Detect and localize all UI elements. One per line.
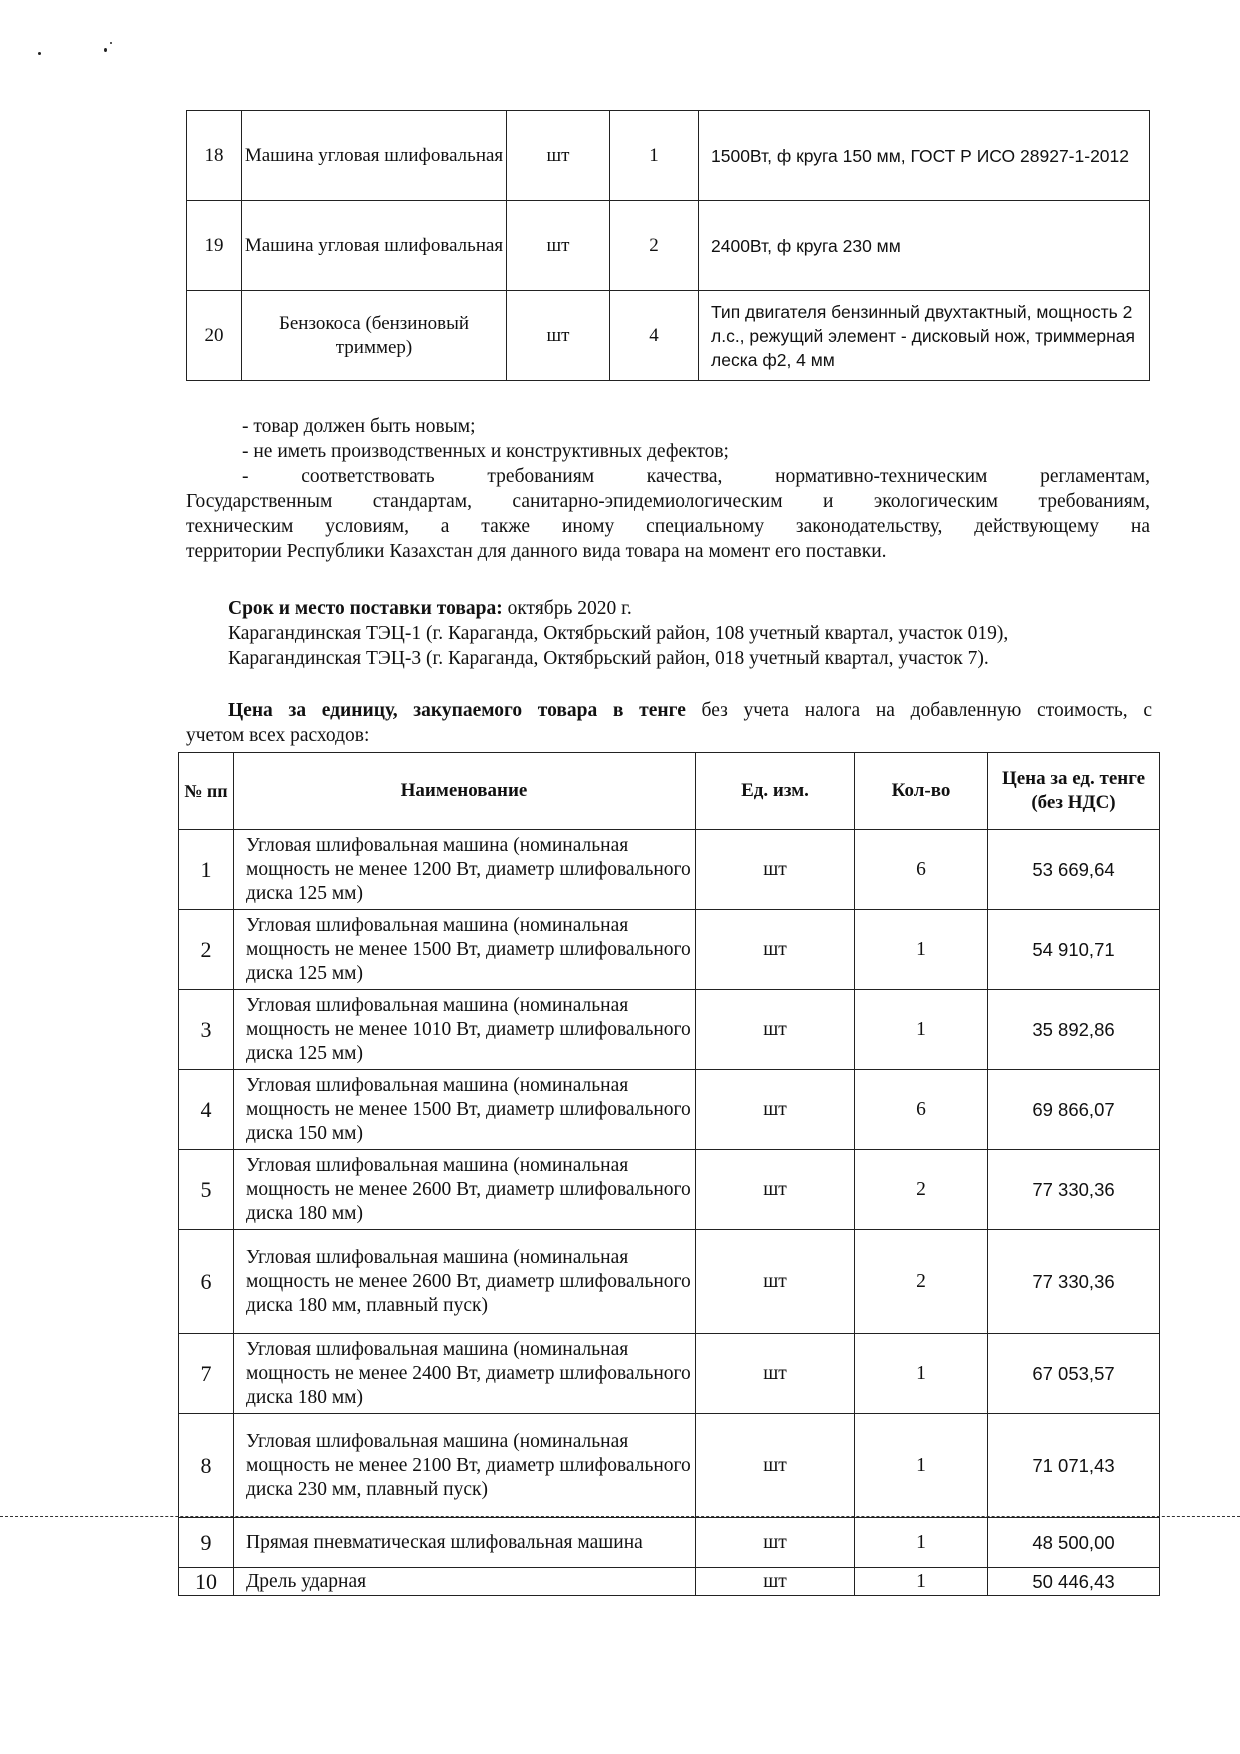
header-price: Цена за ед. тенге (без НДС) xyxy=(988,753,1160,830)
requirement-line: техническим условиям, а также иному специальному законодательству, действующему на xyxy=(186,516,1150,537)
requirement-line: - соответствовать требованиям качества, нормативно-техническим регламентам, xyxy=(242,466,1150,487)
item-description: Тип двигателя бензинный двухтактный, мощность 2 л.с., режущий элемент - дисковый нож, триммерная леска ф2, 4 мм xyxy=(699,291,1150,381)
item-quantity: 1 xyxy=(855,990,988,1070)
item-quantity: 1 xyxy=(855,1414,988,1518)
item-unit: шт xyxy=(696,1230,855,1334)
item-unit: шт xyxy=(507,111,610,201)
row-number: 7 xyxy=(179,1334,234,1414)
row-number: 3 xyxy=(179,990,234,1070)
item-price: 35 892,86 xyxy=(988,990,1160,1070)
item-name: Угловая шлифовальная машина (номинальная мощность не менее 2600 Вт, диаметр шлифовального диска 180 мм, плавный пуск) xyxy=(234,1230,696,1334)
item-quantity: 4 xyxy=(610,291,699,381)
item-name: Бензокоса (бензиновый триммер) xyxy=(242,291,507,381)
item-quantity: 1 xyxy=(855,1568,988,1596)
item-name: Машина угловая шлифовальная xyxy=(242,111,507,201)
item-name: Угловая шлифовальная машина (номинальная мощность не менее 2100 Вт, диаметр шлифовального диска 230 мм, плавный пуск) xyxy=(234,1414,696,1518)
item-name: Угловая шлифовальная машина (номинальная мощность не менее 1500 Вт, диаметр шлифовального диска 125 мм) xyxy=(234,910,696,990)
table-row xyxy=(179,1070,1160,1150)
item-price: 50 446,43 xyxy=(988,1568,1160,1596)
price-intro-bold: Цена за единицу, закупаемого товара в тенге xyxy=(228,700,686,721)
delivery-place: Карагандинская ТЭЦ-1 (г. Караганда, Октябрьский район, 108 учетный квартал, участок 019), xyxy=(228,623,1009,644)
row-number: 18 xyxy=(187,111,242,201)
item-unit: шт xyxy=(696,990,855,1070)
item-unit: шт xyxy=(507,291,610,381)
item-quantity: 6 xyxy=(855,830,988,910)
item-unit: шт xyxy=(696,1414,855,1518)
row-number: 4 xyxy=(179,1070,234,1150)
row-number: 9 xyxy=(179,1518,234,1568)
item-quantity: 2 xyxy=(855,1150,988,1230)
row-number: 2 xyxy=(179,910,234,990)
item-quantity: 1 xyxy=(610,111,699,201)
row-number: 20 xyxy=(187,291,242,381)
price-intro-line: учетом всех расходов: xyxy=(186,725,370,746)
delivery-terms xyxy=(228,596,1168,671)
item-name: Дрель ударная xyxy=(234,1568,696,1596)
item-price: 53 669,64 xyxy=(988,830,1160,910)
table-row xyxy=(179,1414,1160,1518)
item-unit: шт xyxy=(696,830,855,910)
item-unit: шт xyxy=(696,1070,855,1150)
table-row xyxy=(187,111,1150,201)
price-intro xyxy=(186,698,1152,748)
table-row xyxy=(179,1518,1160,1568)
table-row xyxy=(179,1230,1160,1334)
table-row xyxy=(187,291,1150,381)
price-intro-rest: без учета налога на добавленную стоимость, с xyxy=(685,700,1152,721)
row-number: 8 xyxy=(179,1414,234,1518)
item-price: 67 053,57 xyxy=(988,1334,1160,1414)
requirement-line: Государственным стандартам, санитарно-эпидемиологическим и экологическим требованиям, xyxy=(186,491,1150,512)
requirement-line: - не иметь производственных и конструктивных дефектов; xyxy=(242,441,729,462)
delivery-label: Срок и место поставки товара: xyxy=(228,598,503,619)
requirement-line: территории Республики Казахстан для данного вида товара на момент его поставки. xyxy=(186,541,887,562)
table-header-row xyxy=(179,753,1160,830)
scan-speck xyxy=(38,52,41,55)
item-quantity: 1 xyxy=(855,910,988,990)
item-unit: шт xyxy=(696,1568,855,1596)
header-name: Наименование xyxy=(234,753,696,830)
item-name: Прямая пневматическая шлифовальная машина xyxy=(234,1518,696,1568)
item-name: Угловая шлифовальная машина (номинальная мощность не менее 2600 Вт, диаметр шлифовального диска 180 мм) xyxy=(234,1150,696,1230)
table-row xyxy=(179,910,1160,990)
scan-speck xyxy=(110,42,112,44)
row-number: 5 xyxy=(179,1150,234,1230)
item-quantity: 2 xyxy=(610,201,699,291)
item-name: Угловая шлифовальная машина (номинальная мощность не менее 2400 Вт, диаметр шлифовального диска 180 мм) xyxy=(234,1334,696,1414)
table-row xyxy=(179,1150,1160,1230)
item-price: 54 910,71 xyxy=(988,910,1160,990)
table-row xyxy=(179,990,1160,1070)
scan-speck xyxy=(104,48,107,52)
item-price: 48 500,00 xyxy=(988,1518,1160,1568)
table-row xyxy=(179,1334,1160,1414)
item-name: Угловая шлифовальная машина (номинальная мощность не менее 1200 Вт, диаметр шлифовального диска 125 мм) xyxy=(234,830,696,910)
item-price: 69 866,07 xyxy=(988,1070,1160,1150)
table-row xyxy=(187,201,1150,291)
row-number: 19 xyxy=(187,201,242,291)
item-unit: шт xyxy=(507,201,610,291)
item-quantity: 1 xyxy=(855,1518,988,1568)
header-number: № пп xyxy=(179,753,234,830)
item-quantity: 6 xyxy=(855,1070,988,1150)
row-number: 1 xyxy=(179,830,234,910)
requirements-text xyxy=(186,414,1150,564)
item-unit: шт xyxy=(696,910,855,990)
row-number: 6 xyxy=(179,1230,234,1334)
item-quantity: 1 xyxy=(855,1334,988,1414)
item-name: Угловая шлифовальная машина (номинальная мощность не менее 1500 Вт, диаметр шлифовального диска 150 мм) xyxy=(234,1070,696,1150)
delivery-place: Карагандинская ТЭЦ-3 (г. Караганда, Октябрьский район, 018 учетный квартал, участок 7). xyxy=(228,648,989,669)
requirement-line: - товар должен быть новым; xyxy=(242,416,476,437)
price-intro-line xyxy=(186,698,1152,723)
item-description: 2400Вт, ф круга 230 мм xyxy=(699,201,1150,291)
item-name: Угловая шлифовальная машина (номинальная мощность не менее 1010 Вт, диаметр шлифовального диска 125 мм) xyxy=(234,990,696,1070)
header-quantity: Кол-во xyxy=(855,753,988,830)
item-name: Машина угловая шлифовальная xyxy=(242,201,507,291)
row-number: 10 xyxy=(179,1568,234,1596)
item-price: 77 330,36 xyxy=(988,1230,1160,1334)
item-unit: шт xyxy=(696,1518,855,1568)
delivery-heading xyxy=(228,596,1168,621)
item-price: 77 330,36 xyxy=(988,1150,1160,1230)
specification-table xyxy=(186,110,1150,381)
item-unit: шт xyxy=(696,1150,855,1230)
table-row xyxy=(179,1568,1160,1596)
item-price: 71 071,43 xyxy=(988,1414,1160,1518)
scan-fold-line xyxy=(0,1516,1240,1517)
table-row xyxy=(179,830,1160,910)
item-unit: шт xyxy=(696,1334,855,1414)
delivery-date: октябрь 2020 г. xyxy=(502,598,632,619)
item-quantity: 2 xyxy=(855,1230,988,1334)
price-table xyxy=(178,752,1160,1596)
item-description: 1500Вт, ф круга 150 мм, ГОСТ Р ИСО 28927-1-2012 xyxy=(699,111,1150,201)
header-unit: Ед. изм. xyxy=(696,753,855,830)
